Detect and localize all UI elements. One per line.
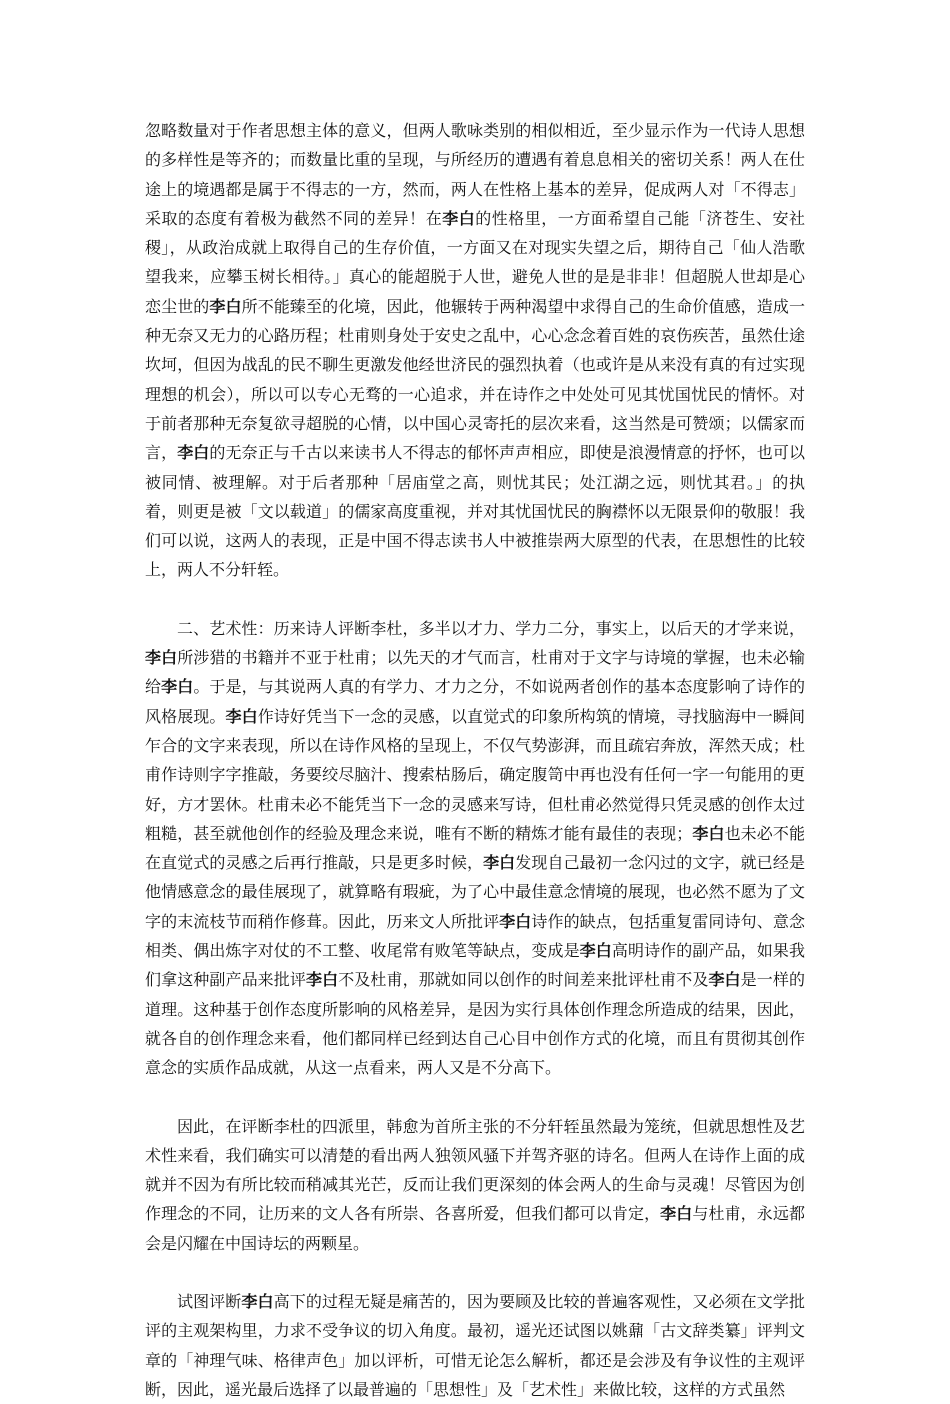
emphasized-name: 李白 bbox=[241, 1291, 274, 1311]
text-run: 所不能臻至的化境，因此，他辗转于两种渴望中求得自己的生命价值感，造成一种无奈又无力的心路历程；杜甫则身处于安史之乱中，心心念念着百姓的哀伤疾苦，虽然仕途坎坷，但因为战乱的民不聊生更激发他经世济民的强烈执着（也或许是从来没有真的有过实现理想的机会），所以可以专心无骛的一心追求，并在诗作之中处处可见其忧国忧民的情怀。对于前者那种无奈复欲寻超脱的心情，以中国心灵寄托的层次来看，这当然是可赞颂；以儒家而言， bbox=[145, 296, 805, 463]
text-run: 是一样的道理。这种基于创作态度所影响的风格差异，是因为实行具体创作理念所造成的结果，因此，就各自的创作理念来看，他们都同样已经到达自己心目中创作方式的化境，而且有贯彻其创作意念的实质作品成就，从这一点看来，两人又是不分高下。 bbox=[145, 970, 805, 1078]
text-run: 作诗好凭当下一念的灵感，以直觉式的印象所构筑的情境，寻找脑海中一瞬间乍合的文字来表现，所以在诗作风格的呈现上，不仅气势澎湃，而且疏宕奔放，浑然天成；杜甫作诗则字字推敲，务要绞尽脑汁、搜索枯肠后，确定腹笥中再也没有任何一字一句能用的更好，方才罢休。杜甫未必不能凭当下一念的灵感来写诗，但杜甫必然觉得只凭灵感的创作太过粗糙，甚至就他创作的经验及理念来说，唯有不断的精炼才能有最佳的表现； bbox=[145, 706, 805, 843]
emphasized-name: 李白 bbox=[209, 296, 242, 316]
text-run: 不及杜甫，那就如同以创作的时间差来批评杜甫不及 bbox=[338, 970, 709, 990]
emphasized-name: 李白 bbox=[305, 970, 339, 990]
text-run: 。于是，与其说两人真的有学力、才力之分，不如说两者创作的基本态度影响了诗作的风格展现。 bbox=[145, 677, 805, 726]
emphasized-name: 李白 bbox=[145, 648, 178, 668]
text-run: 因此，在评断李杜的四派里，韩愈为首所主张的不分轩轾虽然最为笼统，但就思想性及艺术性来看，我们确实可以清楚的看出两人独领风骚下并驾齐驱的诗名。但两人在诗作上面的成就并不因为有所比较而稍减其光芒，反而让我们更深刻的体会两人的生命与灵魂！尽管因为创作理念的不同，让历来的文人各有所崇、各喜所爱，但我们都可以肯定， bbox=[145, 1116, 805, 1224]
document-body bbox=[145, 116, 805, 1404]
text-run: 试图评断 bbox=[177, 1291, 242, 1311]
paragraph-thought bbox=[145, 116, 805, 585]
text-run: 发现自己最初一念闪过的文字，就已经是他情感意念的最佳展现了，就算略有瑕疵，为了心中最佳意念情境的展现，也必然不愿为了文字的末流枝节而稍作修葺。因此，历来文人所批评 bbox=[145, 853, 805, 931]
emphasized-name: 李白 bbox=[177, 443, 210, 463]
emphasized-name: 李白 bbox=[660, 1204, 693, 1224]
emphasized-name: 李白 bbox=[692, 823, 725, 843]
emphasized-name: 李白 bbox=[161, 677, 194, 697]
text-run: 诗作的缺点，包括重复雷同诗句、意念相类、偶出炼字对仗的不工整、收尾常有败笔等缺点，变成是 bbox=[145, 911, 805, 961]
emphasized-name: 李白 bbox=[442, 208, 476, 228]
text-run: 二、艺术性：历来诗人评断李杜，多半以才力、学力二分，事实上，以后天的才学来说， bbox=[177, 618, 805, 638]
emphasized-name: 李白 bbox=[708, 970, 741, 990]
emphasized-name: 李白 bbox=[579, 941, 612, 961]
emphasized-name: 李白 bbox=[483, 853, 516, 873]
emphasized-name: 李白 bbox=[499, 911, 532, 931]
paragraph-conclusion bbox=[145, 1112, 805, 1258]
text-run: 忽略数量对于作者思想主体的意义，但两人歌咏类别的相似相近，至少显示作为一代诗人思想的多样性是等齐的；而数量比重的呈现，与所经历的遭遇有着息息相关的密切关系！两人在仕途上的境遇都是属于不得志的一方，然而，两人在性格上基本的差异，促成两人对「不得志」采取的态度有着极为截然不同的差异！在 bbox=[145, 121, 805, 228]
paragraph-artistry bbox=[145, 614, 805, 1083]
paragraph-afterword bbox=[145, 1287, 805, 1404]
text-run: 高明诗作的副产品，如果我们拿这种副产品来批评 bbox=[145, 941, 805, 990]
text-run: 的无奈正与千古以来读书人不得志的郁怀声声相应，即使是浪漫情意的抒怀，也可以被同情、被理解。对于后者那种「居庙堂之高，则忧其民；处江湖之远，则忧其君。」的执着，则更是被「文以载道」的儒家高度重视，并对其忧国忧民的胸襟怀以无限景仰的敬服！我们可以说，这两人的表现，正是中国不得志读书人中被推崇两大原型的代表，在思想性的比较上，两人不分轩轾。 bbox=[145, 443, 805, 580]
emphasized-name: 李白 bbox=[225, 706, 258, 726]
text-run: 高下的过程无疑是痛苦的，因为要顾及比较的普遍客观性，又必须在文学批评的主观架构里，力求不受争议的切入角度。最初，遥光还试图以姚鼐「古文辞类纂」评判文章的「神理气味、格律声色」加以评析，可惜无论怎么解析，都还是会涉及有争议性的主观评断，因此，遥光最后选择了以最普遍的「思想性」及「艺术性」来做比较，这样的方式虽然 bbox=[145, 1291, 805, 1399]
text-run: 与杜甫，永远都会是闪耀在中国诗坛的两颗星。 bbox=[145, 1204, 805, 1253]
text-run: 也未必不能在直觉式的灵感之后再行推敲，只是更多时候， bbox=[145, 823, 805, 873]
text-run: 所涉猎的书籍并不亚于杜甫；以先天的才气而言，杜甫对于文字与诗境的掌握，也未必输给 bbox=[145, 648, 805, 697]
text-run: 的性格里，一方面希望自己能「济苍生、安社稷」，从政治成就上取得自己的生存价值，一方面又在对现实失望之后，期待自己「仙人浩歌望我来，应攀玉树长相待。」真心的能超脱于人世，避免人世的是是非非！但超脱人世却是心恋尘世的 bbox=[145, 208, 805, 316]
